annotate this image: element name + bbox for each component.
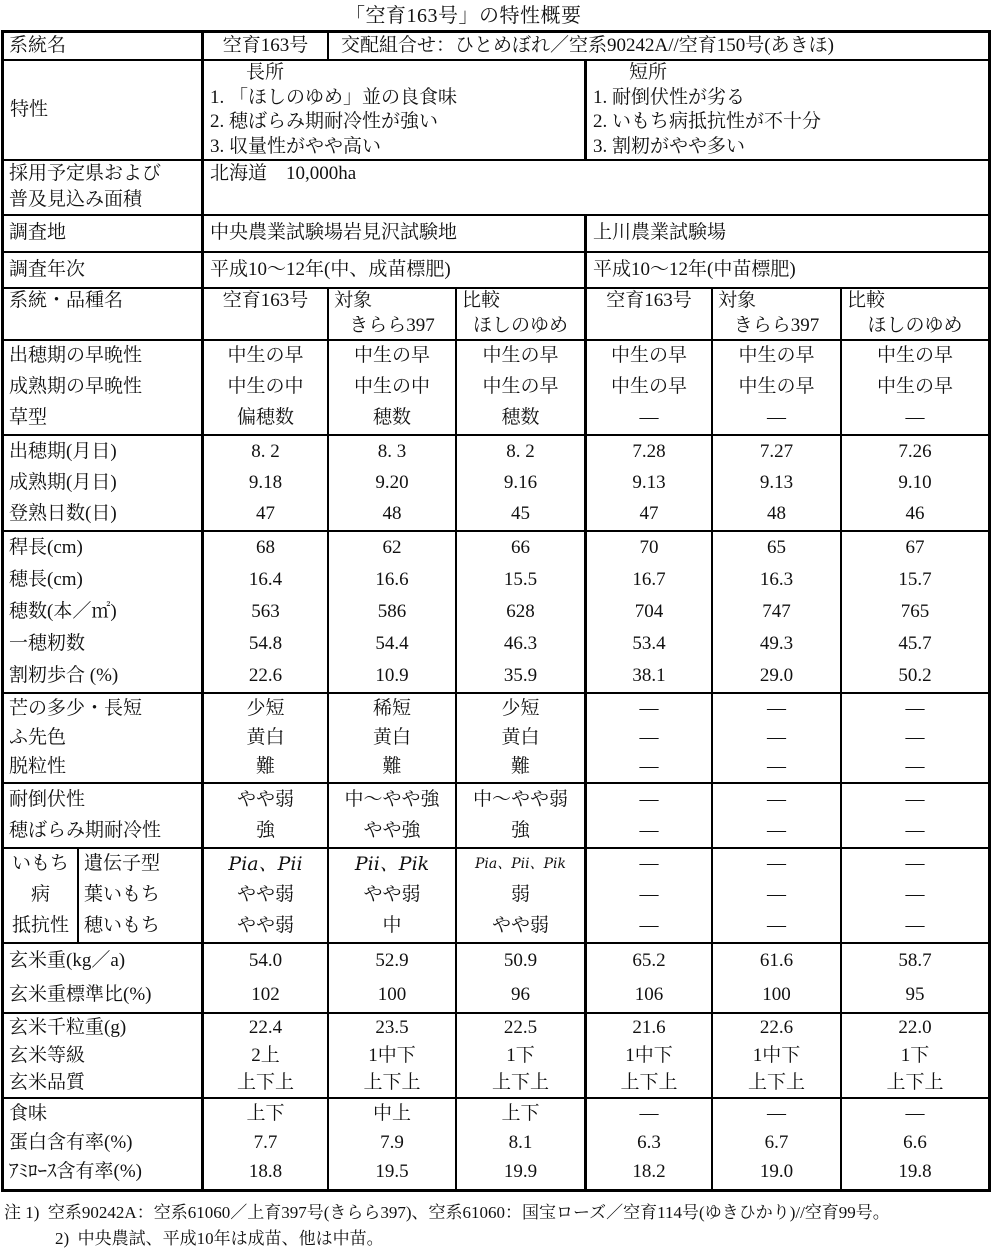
years-label: 調査年次 (9, 259, 86, 280)
footnote: 2) 中央農試、平成10年は成苗、他は中苗。 (55, 1229, 384, 1248)
cell-value: 穂数 (372, 406, 411, 428)
cell-value: ― (639, 1103, 659, 1124)
row-label: 玄米千粒重(g) (9, 1017, 127, 1038)
cell-value: 6.3 (637, 1132, 661, 1154)
cell-value: 難 (382, 756, 402, 778)
cell-value: 48 (767, 503, 786, 525)
row-label: 登熟日数(日) (9, 503, 117, 525)
row-label: 出穂期の早晩性 (9, 345, 143, 366)
cell-value: 50.2 (898, 664, 932, 686)
cell-value: 16.7 (632, 568, 666, 590)
cell-value: 563 (251, 600, 280, 622)
cell-value: 747 (762, 600, 791, 622)
cell-value: 49.3 (759, 632, 794, 654)
cell-value: 18.8 (248, 1161, 283, 1183)
cell-value: ― (905, 853, 925, 874)
cell-value: 102 (251, 983, 280, 1005)
cell-value: 中生の早 (738, 375, 815, 397)
cell-value: 704 (634, 600, 664, 622)
cell-value: 中生の早 (227, 345, 304, 366)
cell-value: 中生の早 (876, 375, 953, 397)
cell-value: 7.26 (898, 441, 932, 462)
cell-value: 47 (256, 503, 275, 525)
cell-value: 黄白 (372, 727, 411, 749)
cell-value: 稀短 (372, 698, 411, 719)
cell-value: 48 (382, 503, 402, 525)
cell-value: 上下上 (491, 1072, 549, 1093)
column-subheader: 対象 (718, 290, 757, 311)
variety-name: ほしのゆめ (867, 314, 963, 336)
traits-row (4, 61, 988, 161)
cell-value: やや強 (363, 820, 421, 842)
cell-value: 中生の早 (876, 345, 953, 366)
page-title: 「空育163号」の特性概要 (345, 5, 582, 27)
variety-name: ほしのゆめ (472, 314, 568, 336)
cell-value: 46 (905, 503, 925, 525)
cell-value: 45.7 (898, 632, 932, 654)
table-section (4, 532, 988, 694)
cell-value: 中 (382, 914, 402, 936)
cell-value: 58.7 (898, 950, 932, 971)
years-left: 平成10〜12年(中、成苗標肥) (210, 259, 451, 280)
cell-value: 1中下 (625, 1044, 673, 1066)
cell-value: 9.13 (759, 472, 794, 494)
cell-value: 586 (377, 600, 407, 622)
cell-value: 中生の早 (610, 375, 687, 397)
cell-value: ― (905, 789, 925, 810)
cell-value: ― (767, 727, 786, 749)
cell-value: 10.9 (375, 664, 409, 686)
cell-value: ― (767, 789, 786, 810)
cell-value: 100 (377, 983, 407, 1005)
cell-value: ― (767, 853, 786, 874)
cell-value: 22.5 (503, 1017, 538, 1038)
cell-value: ― (905, 883, 925, 905)
row-label: 一穂籾数 (9, 632, 86, 654)
cell-value: ― (767, 1103, 786, 1124)
cell-value: ― (905, 756, 925, 778)
lineage-label: 系統名 (9, 35, 67, 56)
cell-value: ― (905, 914, 925, 936)
cell-value: 9.20 (375, 472, 409, 494)
cell-value: 9.16 (503, 472, 538, 494)
cell-value: 62 (382, 537, 402, 558)
cell-value: 15.5 (503, 568, 538, 590)
row-label: 割籾歩合 (%) (9, 664, 119, 686)
row-label: 芒の多少・長短 (9, 698, 143, 719)
cell-value: 少短 (246, 698, 285, 719)
cell-value: 7.28 (632, 441, 666, 462)
site-left: 中央農業試験場岩見沢試験地 (210, 222, 458, 243)
traits-label: 特性 (10, 98, 49, 120)
variety-name: 空育163号 (222, 290, 309, 311)
cell-value: 22.4 (248, 1017, 283, 1038)
row-label: 脱粒性 (9, 756, 67, 778)
row-label: ｱﾐﾛｰｽ含有率(%) (9, 1161, 142, 1183)
cell-value: 上下 (246, 1103, 285, 1124)
cell-value: 16.3 (759, 568, 794, 590)
row-label: 成熟期(月日) (9, 472, 117, 494)
cell-value: 難 (510, 756, 530, 778)
cell-value: ― (767, 883, 786, 905)
cell-value: 中上 (372, 1103, 411, 1124)
merit-item: 3. 収量性がやや高い (210, 135, 382, 157)
cell-value: 19.8 (898, 1161, 932, 1183)
cell-value: ― (639, 820, 659, 842)
cell-value: 1中下 (368, 1044, 416, 1066)
cell-value: 45 (511, 503, 530, 525)
site-row (4, 216, 988, 253)
cell-value: やや弱 (491, 914, 549, 936)
cell-value: やや弱 (236, 914, 294, 936)
variety-name: きらら397 (349, 314, 435, 336)
cell-value: 2上 (251, 1044, 280, 1066)
table-section (4, 1014, 988, 1099)
cell-value: 67 (905, 537, 925, 558)
cell-value: 中〜やや弱 (472, 789, 568, 810)
cell-value: ― (767, 698, 786, 719)
cell-value: 22.6 (759, 1017, 794, 1038)
cell-value: 難 (255, 756, 275, 778)
cell-value: 61.6 (759, 950, 794, 971)
cell-value: ― (639, 914, 659, 936)
cell-value: やや弱 (236, 789, 294, 810)
table-section (4, 784, 988, 849)
cell-value: 96 (511, 983, 530, 1005)
variety-header-row (4, 289, 988, 341)
cell-value: 29.0 (759, 664, 794, 686)
table-section (4, 436, 988, 532)
cell-value: 中生の早 (353, 345, 430, 366)
row-label: ふ先色 (9, 727, 67, 749)
cell-value: 7.7 (253, 1132, 278, 1154)
cell-value: ― (905, 1103, 925, 1124)
cell-value: 65.2 (632, 950, 666, 971)
cell-value: 46.3 (503, 632, 538, 654)
adoption-label: 採用予定県および (9, 163, 162, 184)
cell-value: 黄白 (501, 727, 540, 749)
cell-value: やや弱 (363, 883, 421, 905)
row-label: 玄米重(kg／a) (9, 950, 126, 971)
cell-value: ― (905, 698, 925, 719)
cell-value: 100 (762, 983, 791, 1005)
cell-value: 1下 (506, 1044, 535, 1066)
footnote: 注 1) 空系90242A：空系61060／上育397号(きらら397)、空系61060：国宝ローズ／空育114号(ゆきひかり)//空育99号。 (4, 1203, 890, 1222)
cell-value: 18.2 (632, 1161, 666, 1183)
cell-value: ― (639, 789, 659, 810)
cell-value: 上下上 (620, 1072, 678, 1093)
cell-value: 16.4 (248, 568, 283, 590)
demerits-title: 短所 (629, 62, 668, 83)
cell-value: ― (905, 820, 925, 842)
characteristics-table (1, 30, 991, 1192)
column-subheader: 比較 (462, 290, 501, 311)
table-section (4, 341, 988, 436)
cell-value: 95 (905, 983, 925, 1005)
site-label: 調査地 (9, 222, 67, 243)
row-label: 耐倒伏性 (9, 789, 86, 810)
adoption-label: 普及見込み面積 (9, 189, 143, 210)
cell-value: 中生の早 (482, 345, 559, 366)
cell-value: 35.9 (503, 664, 538, 686)
cell-value: 16.6 (375, 568, 409, 590)
adoption-row (4, 161, 988, 216)
cell-value: 38.1 (632, 664, 666, 686)
cell-value: 少短 (501, 698, 540, 719)
cell-value: ― (639, 883, 659, 905)
lineage-row (4, 33, 988, 61)
cell-value: ― (639, 406, 659, 428)
cell-value: 7.9 (380, 1132, 404, 1154)
row-label: 穂ばらみ期耐冷性 (9, 820, 162, 842)
cell-value: 中生の中 (353, 375, 430, 397)
cell-value: 22.0 (898, 1017, 932, 1038)
cell-value: 9.13 (632, 472, 666, 494)
demerit-item: 2. いもち病抵抗性が不十分 (593, 111, 822, 132)
cell-value: 50.9 (503, 950, 538, 971)
cell-value: 106 (634, 983, 664, 1005)
cell-value: 8. 3 (377, 441, 407, 462)
row-label: 稈長(cm) (9, 537, 83, 558)
cell-value: ― (905, 727, 925, 749)
merit-item: 1. 「ほしのゆめ」並の良食味 (210, 86, 458, 108)
table-body (4, 341, 988, 1189)
row-label: 玄米重標準比(%) (9, 983, 152, 1005)
cell-value: 中生の早 (610, 345, 687, 366)
cross-combination: 交配組合せ：ひとめぼれ／空系90242A//空育150号(あきほ) (341, 35, 834, 56)
cell-value: 中生の中 (227, 375, 304, 397)
cell-value: 8. 2 (251, 441, 280, 462)
cell-value: 8. 2 (506, 441, 535, 462)
cell-value: 765 (900, 600, 930, 622)
row-label: 成熟期の早晩性 (9, 375, 143, 397)
cell-value: 9.18 (248, 472, 283, 494)
cell-value: 偏穂数 (236, 406, 294, 428)
column-subheader: 比較 (847, 290, 886, 311)
table-section (4, 944, 988, 1014)
variety-name: きらら397 (733, 314, 820, 336)
cell-value: 上下 (501, 1103, 540, 1124)
cell-value: 54.8 (248, 632, 283, 654)
cell-value: 1下 (900, 1044, 930, 1066)
cell-value: 弱 (510, 883, 530, 905)
cell-value: ― (767, 406, 786, 428)
cell-value: 8.1 (508, 1132, 533, 1154)
row-label: 食味 (9, 1103, 48, 1124)
variety-name: 空育163号 (606, 290, 692, 311)
site-right: 上川農業試験場 (593, 222, 727, 243)
row-sublabel: 穂いもち (84, 914, 161, 936)
cell-value: 7.27 (759, 441, 794, 462)
cell-value: Pia、Pii (228, 853, 303, 875)
blast-group-label: いもち (11, 853, 69, 874)
row-sublabel: 遺伝子型 (84, 853, 161, 874)
cell-value: 上下上 (363, 1072, 421, 1093)
cell-value: 47 (639, 503, 659, 525)
cell-value: 上下上 (747, 1072, 805, 1093)
merit-item: 2. 穂ばらみ期耐冷性が強い (210, 111, 439, 132)
footnotes (4, 1200, 992, 1252)
blast-group-label: 抵抗性 (11, 914, 69, 936)
column-subheader: 対象 (334, 290, 373, 311)
cell-value: 強 (255, 820, 275, 842)
row-label: 玄米等級 (9, 1044, 86, 1066)
cell-value: ― (639, 756, 659, 778)
row-label: 蛋白含有率(%) (9, 1132, 133, 1154)
cell-value: 21.6 (632, 1017, 666, 1038)
cell-value: ― (639, 698, 659, 719)
cell-value: 19.0 (759, 1161, 794, 1183)
table-section (4, 1099, 988, 1189)
cell-value: 穂数 (501, 406, 540, 428)
lineage-value: 空育163号 (222, 35, 309, 56)
cell-value: 54.0 (248, 950, 283, 971)
cell-value: 中〜やや強 (344, 789, 440, 810)
cell-value: 22.6 (248, 664, 283, 686)
cell-value: ― (639, 727, 659, 749)
row-label: 穂数(本／㎡) (9, 600, 117, 622)
cell-value: ― (639, 853, 659, 874)
row-label: 穂長(cm) (9, 568, 83, 590)
table-section (4, 849, 988, 944)
years-right: 平成10〜12年(中苗標肥) (593, 259, 796, 280)
cell-value: 53.4 (632, 632, 666, 654)
table-section (4, 694, 988, 784)
cell-value: 6.6 (903, 1132, 927, 1154)
cell-value: Pii、Pik (354, 853, 430, 875)
variety-header-label: 系統・品種名 (9, 290, 124, 311)
cell-value: やや弱 (236, 883, 294, 905)
demerit-item: 1. 耐倒伏性が劣る (593, 86, 746, 108)
cell-value: 70 (639, 537, 659, 558)
row-sublabel: 葉いもち (84, 883, 161, 905)
cell-value: ― (767, 756, 786, 778)
cell-value: ― (905, 406, 925, 428)
row-label: 出穂期(月日) (9, 441, 117, 462)
cell-value: 黄白 (246, 727, 285, 749)
cell-value: 6.7 (764, 1132, 789, 1154)
demerit-item: 3. 割籾がやや多い (593, 135, 746, 157)
cell-value: 68 (256, 537, 275, 558)
cell-value: 52.9 (375, 950, 409, 971)
adoption-value: 北海道 10,000ha (210, 163, 357, 184)
cell-value: 19.5 (375, 1161, 409, 1183)
cell-value: 上下上 (236, 1072, 294, 1093)
cell-value: 628 (506, 600, 535, 622)
cell-value: 15.7 (898, 568, 932, 590)
cell-value: 65 (767, 537, 786, 558)
cell-value: 強 (510, 820, 530, 842)
cell-value: 上下上 (886, 1072, 944, 1093)
blast-group-label: 病 (30, 883, 50, 905)
cell-value: 9.10 (898, 472, 932, 494)
cell-value: Pia、Pii、Pik (475, 856, 566, 872)
row-label: 玄米品質 (9, 1072, 86, 1093)
cell-value: 中生の早 (738, 345, 815, 366)
cell-value: 中生の早 (482, 375, 559, 397)
cell-value: ― (767, 820, 786, 842)
cell-value: 54.4 (375, 632, 409, 654)
cell-value: 66 (511, 537, 530, 558)
cell-value: 23.5 (375, 1017, 409, 1038)
merits-title: 長所 (246, 62, 285, 83)
years-row (4, 253, 988, 289)
cell-value: 1中下 (752, 1044, 801, 1066)
row-label: 草型 (9, 406, 48, 428)
cell-value: 19.9 (503, 1161, 538, 1183)
cell-value: ― (767, 914, 786, 936)
